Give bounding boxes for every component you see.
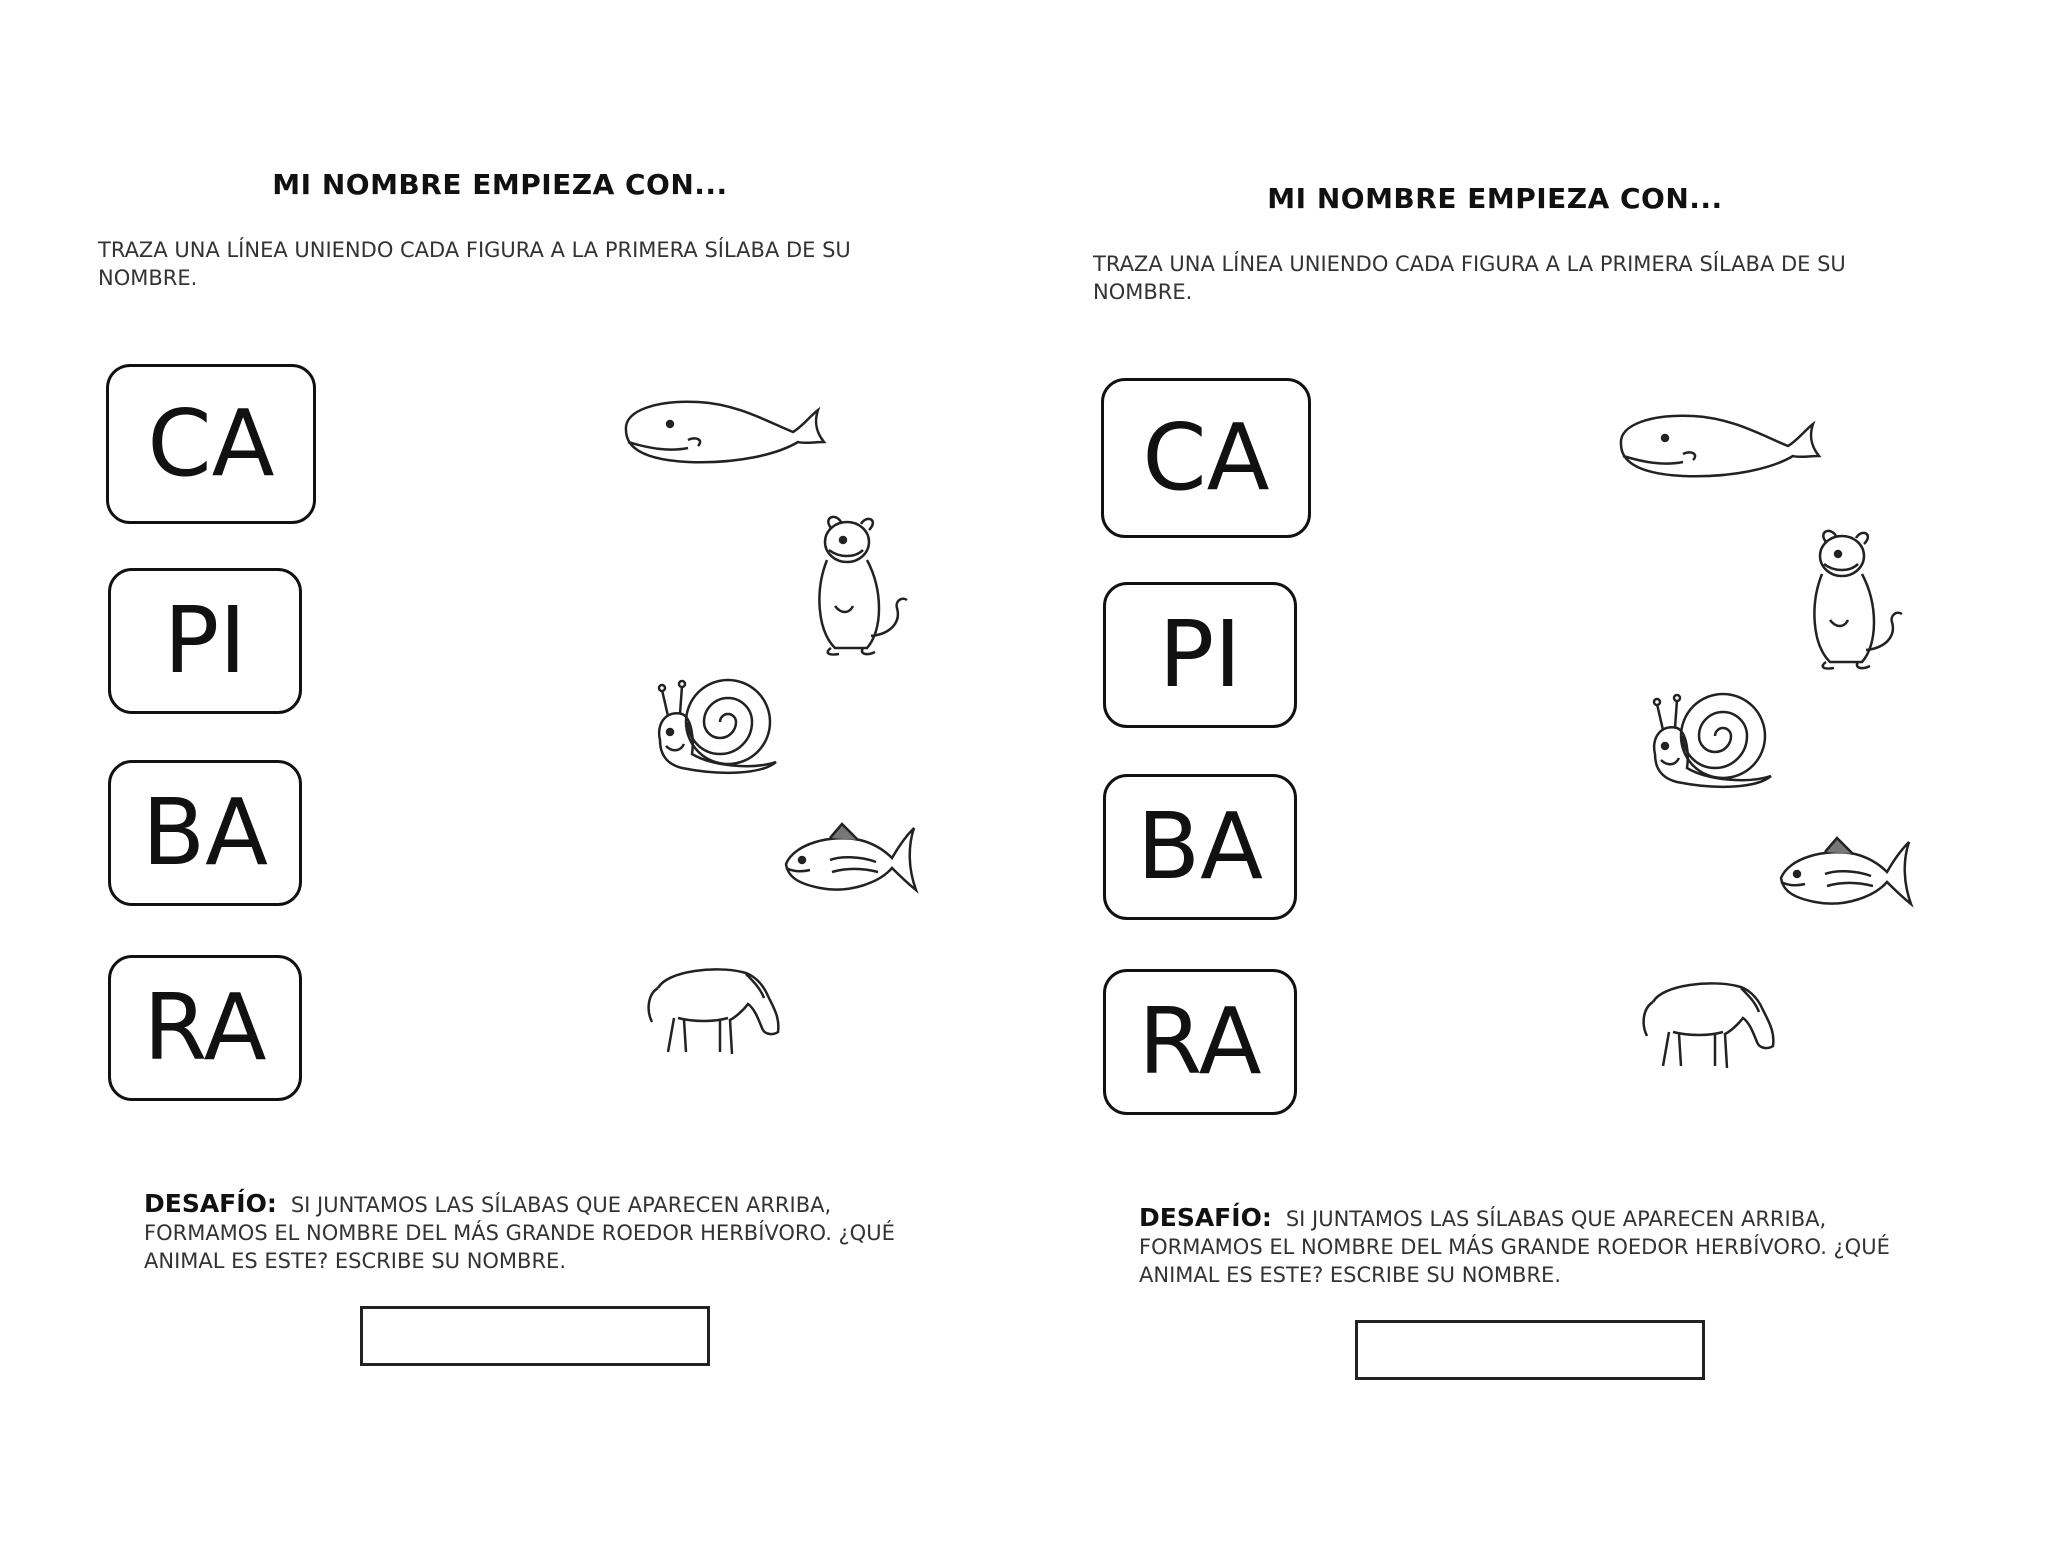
syllable-card-ra: RA (108, 955, 302, 1101)
challenge-body: SI JUNTAMOS LAS SÍLABAS QUE APARECEN ARRIBA, FORMAMOS EL NOMBRE DEL MÁS GRANDE ROEDOR HERBÍVORO. ¿QUÉ ANIMAL ES ESTE? ESCRIBE SU NOMBRE. (1139, 1207, 1890, 1287)
syllable-card-ca: CA (106, 364, 316, 524)
rat-icon (805, 510, 915, 660)
challenge-text (144, 1190, 934, 1275)
whale-icon (618, 392, 834, 472)
worksheet-instructions: TRAZA UNA LÍNEA UNIENDO CADA FIGURA A LA PRIMERA SÍLABA DE SU NOMBRE. (98, 238, 851, 290)
syllable-card-pi: PI (1103, 582, 1297, 728)
worksheet-title: MI NOMBRE EMPIEZA CON... (1267, 182, 1723, 215)
challenge-label: DESAFÍO: (1139, 1203, 1272, 1232)
challenge-text (1139, 1204, 1929, 1289)
fish-icon (780, 820, 920, 900)
syllable-card-ba: BA (1103, 774, 1297, 920)
challenge-body: SI JUNTAMOS LAS SÍLABAS QUE APARECEN ARRIBA, FORMAMOS EL NOMBRE DEL MÁS GRANDE ROEDOR HERBÍVORO. ¿QUÉ ANIMAL ES ESTE? ESCRIBE SU NOMBRE. (144, 1193, 895, 1273)
worksheet-title: MI NOMBRE EMPIEZA CON... (272, 168, 728, 201)
horse-icon (638, 948, 788, 1058)
answer-box[interactable] (1355, 1320, 1705, 1380)
snail-icon (652, 670, 782, 780)
worksheet-left (0, 0, 1000, 1536)
whale-icon (1613, 406, 1829, 486)
horse-icon (1633, 962, 1783, 1072)
syllable-card-ca: CA (1101, 378, 1311, 538)
challenge-label: DESAFÍO: (144, 1189, 277, 1218)
fish-icon (1775, 834, 1915, 914)
syllable-card-ra: RA (1103, 969, 1297, 1115)
syllable-card-ba: BA (108, 760, 302, 906)
answer-box[interactable] (360, 1306, 710, 1366)
snail-icon (1647, 684, 1777, 794)
worksheet-instructions: TRAZA UNA LÍNEA UNIENDO CADA FIGURA A LA PRIMERA SÍLABA DE SU NOMBRE. (1093, 252, 1846, 304)
rat-icon (1800, 524, 1910, 674)
syllable-card-pi: PI (108, 568, 302, 714)
worksheet-right (995, 14, 1995, 1550)
